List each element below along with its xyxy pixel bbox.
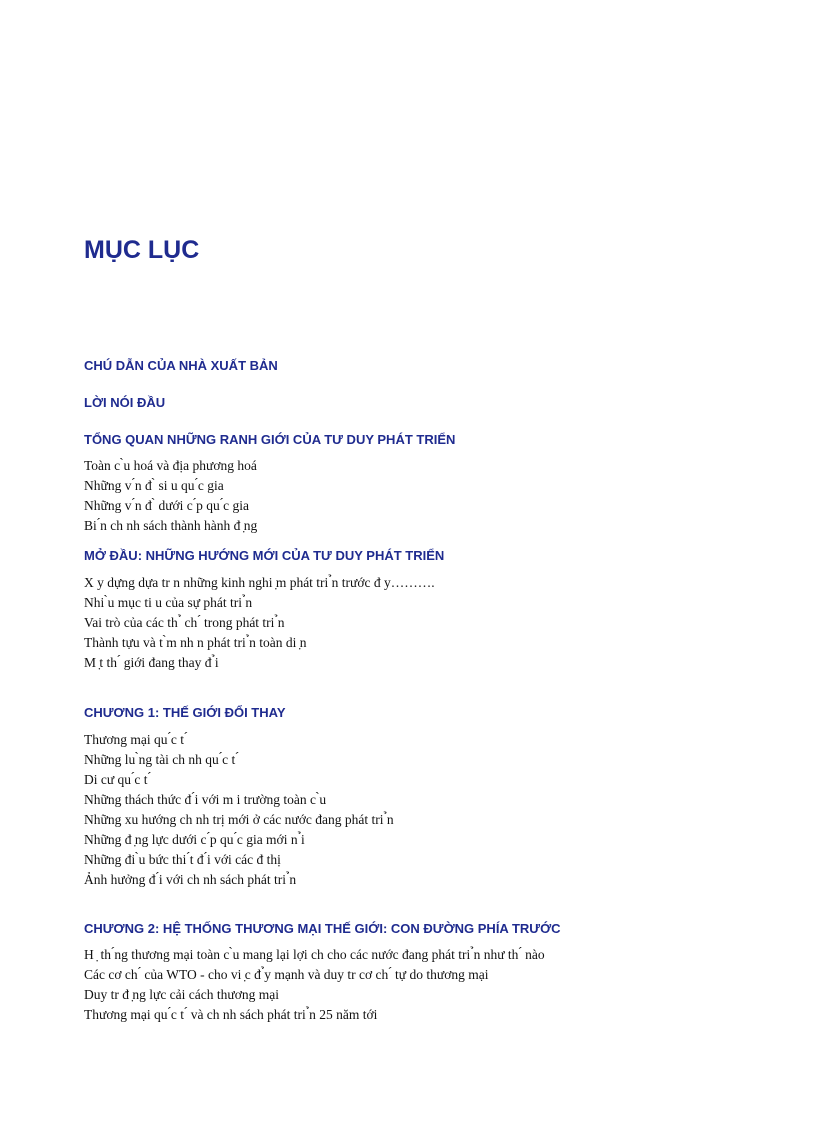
list-item: Bi ́n ch nh sách thành hành đ ̣ng — [84, 518, 258, 533]
section-heading-chapter-2: CHƯƠNG 2: HỆ THỐNG THƯƠNG MẠI THẾ GIỚI: CON ĐƯỜNG PHÍA TRƯỚC — [84, 921, 561, 936]
list-item: Những thách thức đ ́i với m i trường toàn c ̀u — [84, 792, 327, 807]
list-item: Các cơ ch ́ của WTO - cho vi ̣c đ ̉y mạnh và duy tr cơ ch ́ tự do thương mại — [84, 967, 489, 982]
section-items-introduction — [84, 573, 435, 673]
list-item: Toàn c ̀u hoá và địa phương hoá — [84, 458, 257, 473]
section-heading-chapter-1: CHƯƠNG 1: THẾ GIỚI ĐỔI THAY — [84, 705, 286, 720]
list-item: Những v ́n đ ̀ si u qu ́c gia — [84, 478, 224, 493]
section-heading-introduction: MỞ ĐẦU: NHỮNG HƯỚNG MỚI CỦA TƯ DUY PHÁT TRIỂN — [84, 548, 445, 563]
list-item: Nhi ̀u mục ti u của sự phát tri ̉n — [84, 595, 253, 610]
list-item: M ̣t th ́ giới đang thay đ ̉i — [84, 655, 219, 670]
list-item: Di cư qu ́c t ́ — [84, 772, 151, 787]
section-items-overview — [84, 456, 257, 536]
list-item: Những v ́n đ ̀ dưới c ́p qu ́c gia — [84, 498, 249, 513]
section-heading-foreword: LỜI NÓI ĐẦU — [84, 395, 166, 410]
list-item: Ảnh hưởng đ ́i với ch nh sách phát tri ̉n — [84, 872, 297, 887]
list-item: Vai trò của các th ̉ ch ́ trong phát tri ̉n — [84, 615, 285, 630]
list-item: Những lu ̀ng tài ch nh qu ́c t ́ — [84, 752, 239, 767]
page-title: MỤC LỤC — [84, 236, 200, 264]
list-item: Thương mại qu ́c t ́ và ch nh sách phát tri ̉n 25 năm tới — [84, 1007, 378, 1022]
list-item: Thành tựu và t ̀m nh n phát tri ̉n toàn di ̣n — [84, 635, 307, 650]
list-item: Những xu hướng ch nh trị mới ở các nước đang phát tri ̉n — [84, 812, 394, 827]
section-items-chapter-1 — [84, 730, 394, 890]
list-item: Những đi ̀u bức thi ́t đ ́i với các đ thị — [84, 852, 281, 867]
section-heading-overview: TỔNG QUAN NHỮNG RANH GIỚI CỦA TƯ DUY PHÁT TRIỂN — [84, 432, 456, 447]
section-heading-publisher-note: CHÚ DẪN CỦA NHÀ XUẤT BẢN — [84, 358, 278, 373]
list-item: X y dựng dựa tr n những kinh nghi ̣m phát tri ̉n trước đ y………. — [84, 575, 435, 590]
list-item: Duy tr đ ̣ng lực cải cách thương mại — [84, 987, 279, 1002]
list-item: Những đ ̣ng lực dưới c ́p qu ́c gia mới n ̉i — [84, 832, 305, 847]
list-item: H ̣ th ́ng thương mại toàn c ̀u mang lại lợi ch cho các nước đang phát tri ̉n như th ́ nào — [84, 947, 545, 962]
section-items-chapter-2 — [84, 945, 545, 1025]
list-item: Thương mại qu ́c t ́ — [84, 732, 188, 747]
